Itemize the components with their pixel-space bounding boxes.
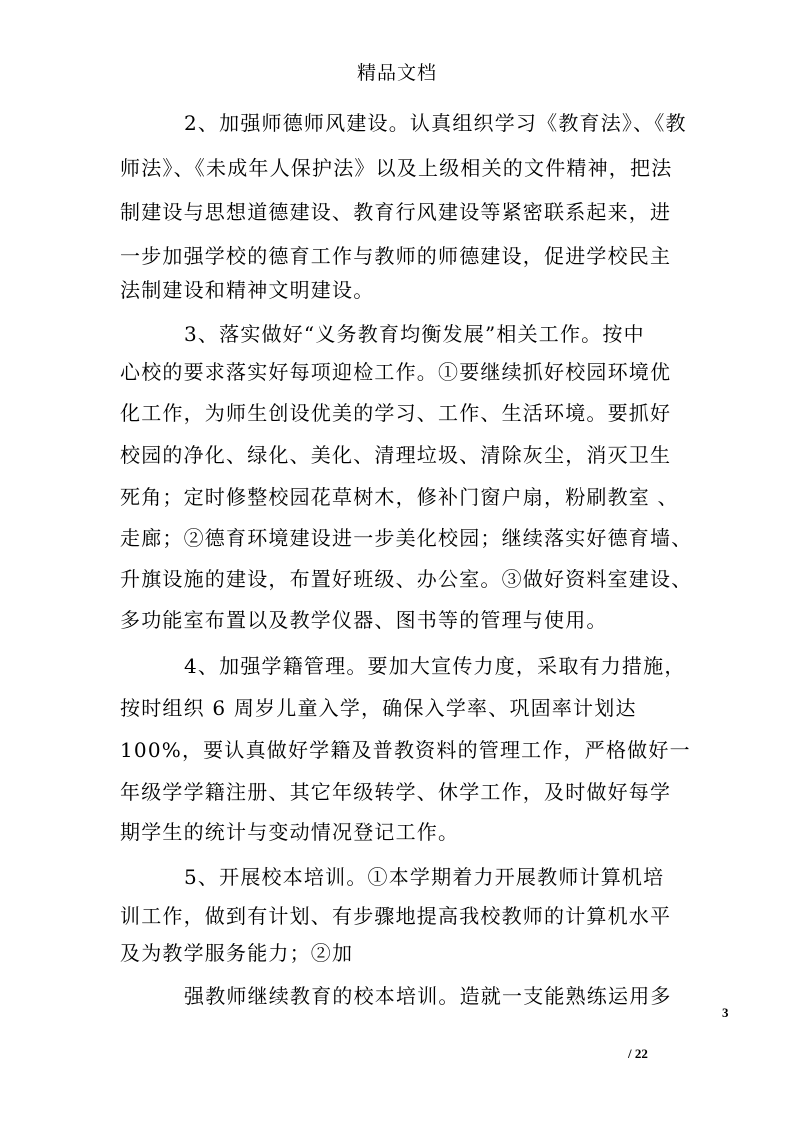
text-line: 一步加强学校的德育工作与教师的师德建设，促进学校民主 [120, 244, 672, 268]
text-line: 训工作，做到有计划、有步骤地提高我校教师的计算机水平 [120, 904, 672, 928]
text-line: 师法》、《未成年人保护法》以及上级相关的文件精神，把法 [120, 156, 673, 180]
text-line: 多功能室布置以及教学仪器、图书等的管理与使用。 [120, 608, 608, 632]
page-number: 3 [722, 1005, 729, 1020]
text-line: 走廊；②德育环境建设进一步美化校园；继续落实好德育墙、 [120, 526, 693, 550]
text-line: 100%，要认真做好学籍及普教资料的管理工作，严格做好一 [120, 738, 691, 762]
text-line: 期学生的统计与变动情况登记工作。 [120, 820, 460, 844]
text-line: 年级学学籍注册、其它年级转学、休学工作，及时做好每学 [120, 780, 672, 804]
text-line: 4、加强学籍管理。要加大宣传力度，采取有力措施， [184, 654, 686, 678]
page-total: / 22 [628, 1046, 648, 1061]
text-line: 按时组织 6 周岁儿童入学，确保入学率、巩固率计划达 [120, 696, 637, 720]
text-line: 强教师继续教育的校本培训。造就一支能熟练运用多 [184, 984, 672, 1008]
text-line: 死角；定时修整校园花草树木，修补门窗户扇，粉刷教室 、 [120, 485, 679, 509]
text-line: 5、开展校本培训。①本学期着力开展教师计算机培 [184, 865, 665, 889]
text-line: 校园的净化、绿化、美化、清理垃圾、清除灰尘，消灭卫生 [120, 443, 672, 467]
text-line: 法制建设和精神文明建设。 [120, 278, 375, 302]
text-line: 化工作，为师生创设优美的学习、工作、生活环境。要抓好 [120, 401, 672, 425]
text-line: 制建设与思想道德建设、教育行风建设等紧密联系起来，进 [120, 200, 672, 224]
text-line: 心校的要求落实好每项迎检工作。①要继续抓好校园环境优 [120, 360, 672, 384]
text-line: 及为教学服务能力；②加 [120, 941, 354, 965]
text-line: 3、落实做好“义务教育均衡发展”相关工作。按中 [184, 322, 645, 346]
text-line: 2、加强师德师风建设。认真组织学习《教育法》、《教 [184, 111, 687, 135]
text-line: 升旗设施的建设，布置好班级、办公室。③做好资料室建设、 [120, 567, 693, 591]
page-header-title: 精品文档 [356, 62, 437, 84]
